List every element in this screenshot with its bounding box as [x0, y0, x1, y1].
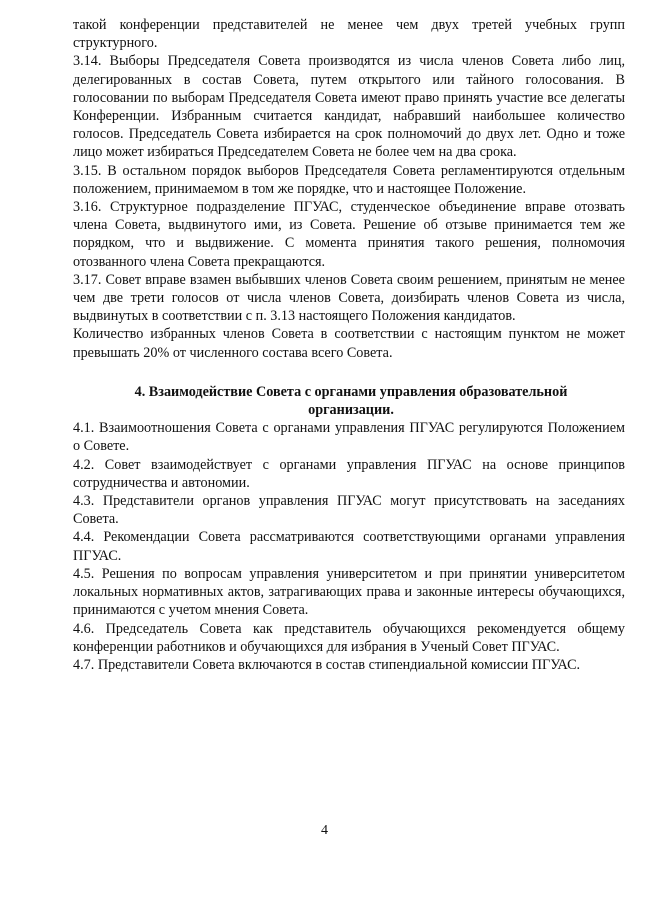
paragraph-3-16: 3.16. Структурное подразделение ПГУАС, студенческое объединение вправе отозвать члена Совета, выдвинутого ими, из Совета. Решение об отзыве принимается тем же порядком, что и выдвижение. С момента принятия такого решения, полномочия отозванного члена Совета прекращаются.: [73, 199, 625, 270]
paragraph-3-17-limit: Количество избранных членов Совета в соответствии с настоящим пунктом не может превышать 20% от численного состава всего Совета.: [73, 326, 625, 361]
paragraph-4-1: 4.1. Взаимоотношения Совета с органами управления ПГУАС регулируются Положением о Совете.: [73, 420, 625, 455]
paragraph-4-3: 4.3. Представители органов управления ПГУАС могут присутствовать на заседаниях Совета.: [73, 493, 625, 528]
page-number: 4: [321, 823, 328, 838]
paragraph-4-6: 4.6. Председатель Совета как представитель обучающихся рекомендуется общему конференции работников и обучающихся для избрания в Ученый Совет ПГУАС.: [73, 620, 625, 655]
paragraph-3-15: 3.15. В остальном порядок выборов Председателя Совета регламентируются отдельным положением, принимаемом в том же порядке, что и настоящее Положение.: [73, 162, 625, 197]
paragraph-4-5: 4.5. Решения по вопросам управления университетом и при принятии университетом локальных нормативных актов, затрагивающих права и законные интересы обучающихся, принимаются с учетом мнения Совета.: [73, 565, 625, 619]
paragraph-4-4: 4.4. Рекомендации Совета рассматриваются соответствующими органами управления ПГУАС.: [73, 529, 625, 564]
document-page: [73, 16, 625, 674]
paragraph-3-17: 3.17. Совет вправе взамен выбывших членов Совета своим решением, принятым не менее чем две трети голосов от числа членов Совета, доизбирать членов Совета из числа, выдвинутых в соответствии с п. 3.13 настоящего Положения кандидатов.: [73, 271, 625, 325]
paragraph-4-2: 4.2. Совет взаимодействует с органами управления ПГУАС на основе принципов сотрудничества и автономии.: [73, 456, 625, 491]
paragraph-3-14: 3.14. Выборы Председателя Совета производятся из числа членов Совета либо лиц, делегированных в состав Совета, путем открытого или тайного голосования. В голосовании по выборам Председателя Совета имеют право принять участие все делегаты Конференции. Избранным считается кандидат, набравший наибольшее количество голосов. Председатель Совета избирается на срок полномочий до двух лет. Одно и тоже лицо может избираться Председателем Совета не более чем на два срока.: [73, 53, 625, 161]
section-spacer: [73, 362, 625, 383]
section-heading: 4. Взаимодействие Совета с органами управления образовательной организации.: [134, 383, 568, 419]
paragraph-4-7: 4.7. Представители Совета включаются в состав стипендиальной комиссии ПГУАС.: [73, 656, 581, 673]
paragraph-continuation: такой конференции представителей не менее чем двух третей учебных групп структурного.: [73, 17, 625, 52]
